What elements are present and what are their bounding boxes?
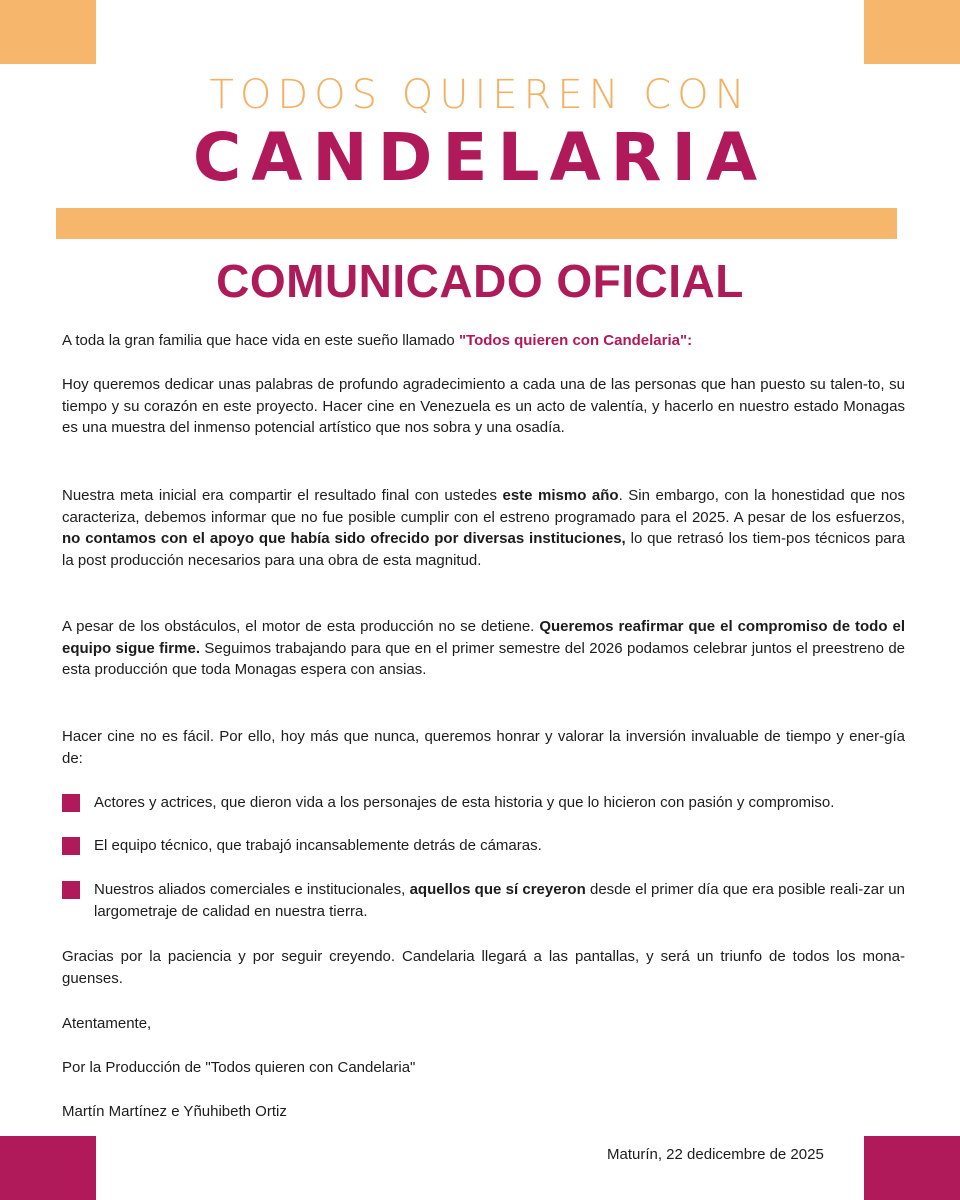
bullet-text-bold: aquellos que sí creyeron — [409, 881, 586, 898]
list-item — [62, 792, 905, 814]
paragraph-2-part-1: Nuestra meta inicial era compartir el resultado final con ustedes — [62, 487, 503, 504]
paragraph-1 — [62, 374, 905, 439]
paragraph-2-part-3: lo que retrasó los tiem-pos técnicos para la post producción necesarios para una obra de esta magnitud. — [62, 530, 905, 569]
paragraph-1-text: Hoy queremos dedicar unas palabras de profundo agradecimiento a cada una de las personas que han puesto su talen-to, su tiempo y su corazón en este proyecto. Hacer cine en Venezuela es un acto de valentía, y hacerlo en nuestro estado Monagas es una muestra del inmenso potencial artístico que nos sobra y una osadía. — [62, 376, 905, 436]
salutation-text: A toda la gran familia que hace vida en este sueño llamado — [62, 332, 459, 349]
logo-line-1: TODOS QUIEREN CON — [209, 72, 751, 118]
paragraph-2 — [62, 485, 905, 571]
paragraph-3-bold-1: Queremos reafirmar que el compromiso de todo el equipo sigue firme. — [62, 618, 905, 657]
corner-decoration-bottom-right — [864, 1136, 960, 1200]
bullet-text: Actores y actrices, que dieron vida a los personajes de esta historia y que lo hicieron con pasión y compromiso. — [94, 794, 835, 811]
document-date: Maturín, 22 dedicembre de 2025 — [607, 1146, 824, 1163]
salutation — [62, 330, 905, 352]
salutation-highlight: "Todos quieren con Candelaria": — [458, 332, 693, 349]
paragraph-2-bold-2: no contamos con el apoyo que había sido ofrecido por diversas instituciones, — [62, 530, 626, 547]
bullet-text: El equipo técnico, que trabajó incansablemente detrás de cámaras. — [94, 837, 542, 854]
list-item — [62, 835, 905, 857]
list-item — [62, 879, 905, 922]
bullet-text — [94, 879, 905, 922]
logo-line-2: CANDELARIA — [192, 119, 768, 196]
paragraph-3-part-1: A pesar de los obstáculos, el motor de esta producción no se detiene. — [62, 618, 540, 635]
closing-text: Gracias por la paciencia y por seguir creyendo. Candelaria llegará a las pantallas, y será un triunfo de todos los mona-guenses. — [62, 948, 905, 987]
corner-decoration-top-left — [0, 0, 96, 64]
production-credit: Por la Producción de "Todos quieren con Candelaria" — [62, 1059, 416, 1076]
bullet-text-part-2: desde el primer día que era posible reali-zar un largometraje de calidad en nuestra tierra. — [94, 881, 905, 920]
paragraph-3-part-2: Seguimos trabajando para que en el primer semestre del 2026 podamos celebrar juntos el preestreno de esta producción que toda Monagas espera con ansias. — [62, 639, 905, 678]
signoff: Atentamente, — [62, 1015, 152, 1032]
bullet-text-part-1: Nuestros aliados comerciales e institucionales, — [94, 881, 410, 898]
document-title: COMUNICADO OFICIAL — [216, 255, 744, 307]
bullet-square-icon — [62, 794, 80, 812]
closing-paragraph — [62, 946, 905, 989]
corner-decoration-top-right — [864, 0, 960, 64]
paragraph-2-bold-1: este mismo año — [502, 487, 619, 504]
corner-decoration-bottom-left — [0, 1136, 96, 1200]
film-logo — [0, 70, 960, 196]
paragraph-2-part-2: . Sin embargo, con la honestidad que nos caracteriza, debemos informar que no fue posible cumplir con el estreno programado para el 2025. A pesar de los esfuerzos, — [62, 487, 906, 526]
header-divider-band — [56, 208, 897, 239]
bullet-square-icon — [62, 881, 80, 899]
bullet-square-icon — [62, 837, 80, 855]
signers: Martín Martínez e Yñuhibeth Ortiz — [62, 1103, 287, 1120]
paragraph-4 — [62, 726, 905, 769]
paragraph-3 — [62, 616, 905, 681]
paragraph-4-text: Hacer cine no es fácil. Por ello, hoy más que nunca, queremos honrar y valorar la inversión invaluable de tiempo y ener-gía de: — [62, 728, 905, 767]
